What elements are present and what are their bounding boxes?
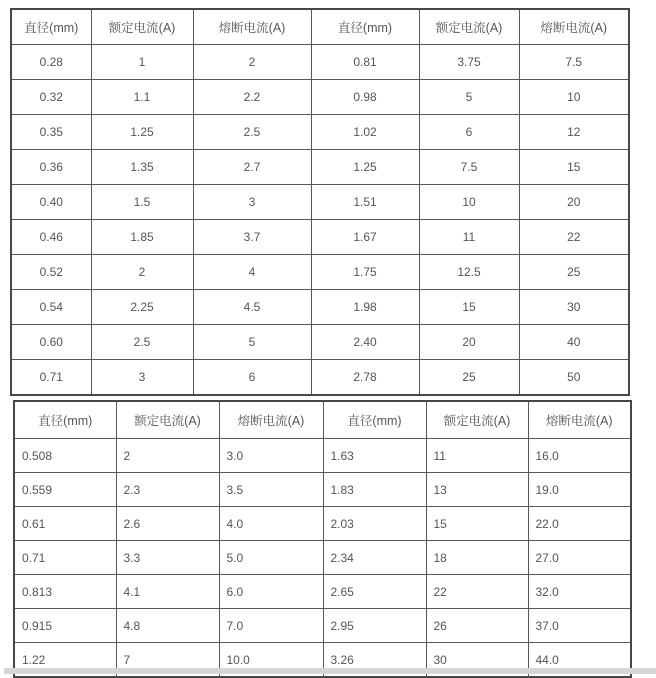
- table-cell: 3.26: [323, 643, 426, 678]
- table-cell: 10.0: [219, 643, 323, 678]
- table-cell: 1.67: [311, 220, 419, 255]
- table-cell: 4.8: [116, 609, 219, 643]
- table-cell: 0.559: [14, 473, 116, 507]
- table-cell: 11: [419, 220, 519, 255]
- table-cell: 25: [519, 255, 629, 290]
- table-header: [11, 9, 629, 45]
- column-header: 直径(mm): [323, 401, 426, 439]
- table-cell: 20: [419, 325, 519, 360]
- table-cell: 2.5: [91, 325, 193, 360]
- column-header: 熔断电流(A): [193, 9, 311, 45]
- table-cell: 12: [519, 115, 629, 150]
- table-cell: 5: [419, 80, 519, 115]
- table-row: [11, 360, 629, 396]
- table-cell: 30: [519, 290, 629, 325]
- table-cell: 1.5: [91, 185, 193, 220]
- table-cell: 3.0: [219, 439, 323, 473]
- table-cell: 2.95: [323, 609, 426, 643]
- table-cell: 44.0: [528, 643, 631, 678]
- table-cell: 3: [91, 360, 193, 396]
- table-cell: 2.5: [193, 115, 311, 150]
- table-cell: 7: [116, 643, 219, 678]
- table-cell: 7.5: [519, 45, 629, 80]
- table-cell: 1.1: [91, 80, 193, 115]
- table-cell: 4.0: [219, 507, 323, 541]
- table-cell: 2.3: [116, 473, 219, 507]
- table-row: [14, 541, 631, 575]
- table-cell: 13: [426, 473, 528, 507]
- table-cell: 1.02: [311, 115, 419, 150]
- table-cell: 1.51: [311, 185, 419, 220]
- table-cell: 4.1: [116, 575, 219, 609]
- column-header: 直径(mm): [311, 9, 419, 45]
- table-cell: 1.85: [91, 220, 193, 255]
- table-cell: 25: [419, 360, 519, 396]
- table-cell: 22: [519, 220, 629, 255]
- table-cell: 0.52: [11, 255, 91, 290]
- table-row: [11, 290, 629, 325]
- table-cell: 0.61: [14, 507, 116, 541]
- table-cell: 26: [426, 609, 528, 643]
- table-cell: 6: [193, 360, 311, 396]
- column-header: 额定电流(A): [419, 9, 519, 45]
- table-cell: 3.3: [116, 541, 219, 575]
- column-header: 额定电流(A): [426, 401, 528, 439]
- table-cell: 0.71: [11, 360, 91, 396]
- table-row: [14, 609, 631, 643]
- table-cell: 0.36: [11, 150, 91, 185]
- table-row: [14, 575, 631, 609]
- table-cell: 10: [519, 80, 629, 115]
- table-cell: 22.0: [528, 507, 631, 541]
- table-cell: 1.98: [311, 290, 419, 325]
- table-cell: 3.5: [219, 473, 323, 507]
- table-row: [11, 115, 629, 150]
- table-cell: 1.22: [14, 643, 116, 678]
- table-cell: 3: [193, 185, 311, 220]
- table-row: [14, 439, 631, 473]
- table-cell: 0.28: [11, 45, 91, 80]
- table-cell: 2.78: [311, 360, 419, 396]
- table-cell: 0.60: [11, 325, 91, 360]
- table-cell: 10: [419, 185, 519, 220]
- table-cell: 27.0: [528, 541, 631, 575]
- table-row: [11, 255, 629, 290]
- table-cell: 11: [426, 439, 528, 473]
- bottom-edge-strip: [4, 668, 656, 674]
- table-cell: 5.0: [219, 541, 323, 575]
- table-cell: 4: [193, 255, 311, 290]
- table-cell: 0.46: [11, 220, 91, 255]
- table-cell: 20: [519, 185, 629, 220]
- table-body: [14, 439, 631, 678]
- table-cell: 1: [91, 45, 193, 80]
- table-cell: 2.34: [323, 541, 426, 575]
- table-cell: 18: [426, 541, 528, 575]
- table-row: [14, 507, 631, 541]
- table-cell: 0.98: [311, 80, 419, 115]
- header-row: [11, 9, 629, 45]
- table-cell: 1.75: [311, 255, 419, 290]
- table-cell: 2.03: [323, 507, 426, 541]
- column-header: 额定电流(A): [116, 401, 219, 439]
- table-cell: 40: [519, 325, 629, 360]
- fuse-current-table-bottom: [13, 400, 632, 678]
- table-cell: 50: [519, 360, 629, 396]
- table-header: [14, 401, 631, 439]
- table-cell: 2: [91, 255, 193, 290]
- column-header: 直径(mm): [14, 401, 116, 439]
- table-cell: 1.25: [311, 150, 419, 185]
- table-cell: 2: [193, 45, 311, 80]
- table-cell: 1.83: [323, 473, 426, 507]
- table-cell: 1.63: [323, 439, 426, 473]
- table-cell: 30: [426, 643, 528, 678]
- table-cell: 2.40: [311, 325, 419, 360]
- table-row: [11, 80, 629, 115]
- column-header: 直径(mm): [11, 9, 91, 45]
- table-cell: 2.65: [323, 575, 426, 609]
- table-cell: 4.5: [193, 290, 311, 325]
- table-cell: 1.25: [91, 115, 193, 150]
- table-cell: 32.0: [528, 575, 631, 609]
- column-header: 熔断电流(A): [519, 9, 629, 45]
- table-cell: 15: [519, 150, 629, 185]
- table-cell: 2.7: [193, 150, 311, 185]
- table-cell: 19.0: [528, 473, 631, 507]
- table-cell: 1.35: [91, 150, 193, 185]
- table-row: [11, 150, 629, 185]
- table-cell: 0.35: [11, 115, 91, 150]
- header-row: [14, 401, 631, 439]
- table-cell: 0.915: [14, 609, 116, 643]
- table-cell: 37.0: [528, 609, 631, 643]
- table-cell: 2.2: [193, 80, 311, 115]
- table-cell: 0.813: [14, 575, 116, 609]
- table-cell: 22: [426, 575, 528, 609]
- column-header: 熔断电流(A): [528, 401, 631, 439]
- table-cell: 2.25: [91, 290, 193, 325]
- column-header: 熔断电流(A): [219, 401, 323, 439]
- table-cell: 0.40: [11, 185, 91, 220]
- table-cell: 15: [419, 290, 519, 325]
- table-cell: 0.32: [11, 80, 91, 115]
- table-row: [11, 45, 629, 80]
- table-row: [14, 473, 631, 507]
- table-row: [11, 325, 629, 360]
- table-cell: 0.81: [311, 45, 419, 80]
- table-row: [11, 220, 629, 255]
- table-cell: 2.6: [116, 507, 219, 541]
- table-cell: 0.508: [14, 439, 116, 473]
- table-cell: 2: [116, 439, 219, 473]
- table-cell: 16.0: [528, 439, 631, 473]
- table-cell: 6.0: [219, 575, 323, 609]
- table-cell: 7.0: [219, 609, 323, 643]
- table-cell: 0.71: [14, 541, 116, 575]
- table-body: [11, 45, 629, 396]
- table-cell: 3.75: [419, 45, 519, 80]
- table-cell: 7.5: [419, 150, 519, 185]
- table-cell: 15: [426, 507, 528, 541]
- fuse-current-table-top: [10, 8, 630, 396]
- column-header: 额定电流(A): [91, 9, 193, 45]
- table-cell: 12.5: [419, 255, 519, 290]
- table-cell: 6: [419, 115, 519, 150]
- table-row: [11, 185, 629, 220]
- table-cell: 3.7: [193, 220, 311, 255]
- table-cell: 5: [193, 325, 311, 360]
- table-cell: 0.54: [11, 290, 91, 325]
